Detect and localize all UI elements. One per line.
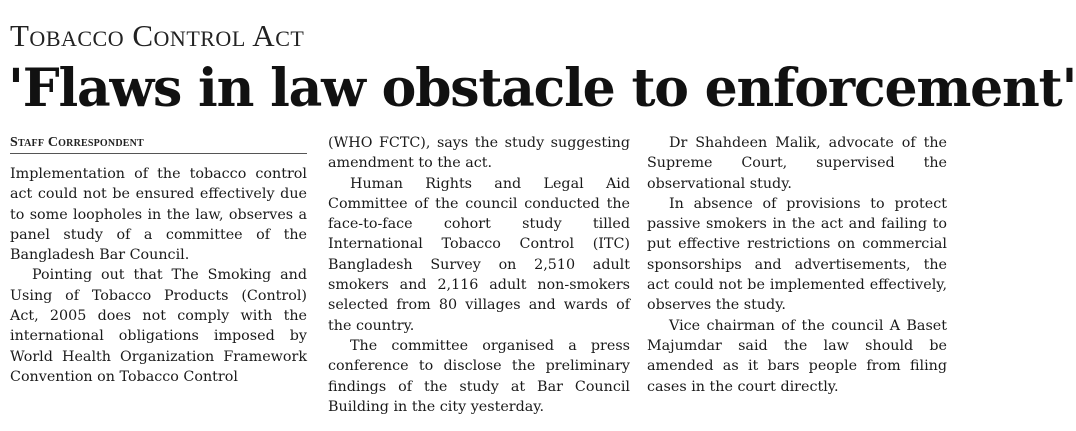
article-column-2 xyxy=(328,133,630,417)
article-column-1 xyxy=(10,133,307,387)
section-kicker xyxy=(10,18,304,54)
byline xyxy=(10,133,307,154)
article-column-3 xyxy=(647,133,947,397)
paragraph: (WHO FCTC), says the study suggesting amendment to the act. xyxy=(328,135,630,172)
kicker-text: Tobacco Control Act xyxy=(10,18,305,53)
paragraph: Vice chairman of the council A Baset Majumdar said the law should be amended as it bars people from filing cases in the court directly. xyxy=(647,317,947,395)
paragraph: Implementation of the tobacco control act could not be ensured effectively due to some loopholes in the law, observes a panel study of a committee of the Bangladesh Bar Council. xyxy=(10,166,307,264)
headline: 'Flaws in law obstacle to enforcement' xyxy=(8,58,1076,119)
paragraph: Dr Shahdeen Malik, advocate of the Supreme Court, supervised the observational study. xyxy=(647,135,947,192)
paragraph: Human Rights and Legal Aid Committee of the council conducted the face-to-face cohort study tilled International Tobacco Control (ITC) Bangladesh Survey on 2,510 adult smokers and 2,116 adult non-smokers selected from 80 villages and wards of the country. xyxy=(328,175,630,334)
paragraph: In absence of provisions to protect passive smokers in the act and failing to put effective restrictions on commercial sponsorships and advertisements, the act could not be implemented effectively, observes the study. xyxy=(647,195,947,314)
byline-text: Staff Correspondent xyxy=(10,135,144,150)
paragraph: Pointing out that The Smoking and Using of Tobacco Products (Control) Act, 2005 does not comply with the international obligations imposed by World Health Organization Framework Convention on Tobacco Control xyxy=(10,267,307,385)
paragraph: The committee organised a press conference to disclose the preliminary findings of the study at Bar Council Building in the city yesterday. xyxy=(328,337,630,415)
